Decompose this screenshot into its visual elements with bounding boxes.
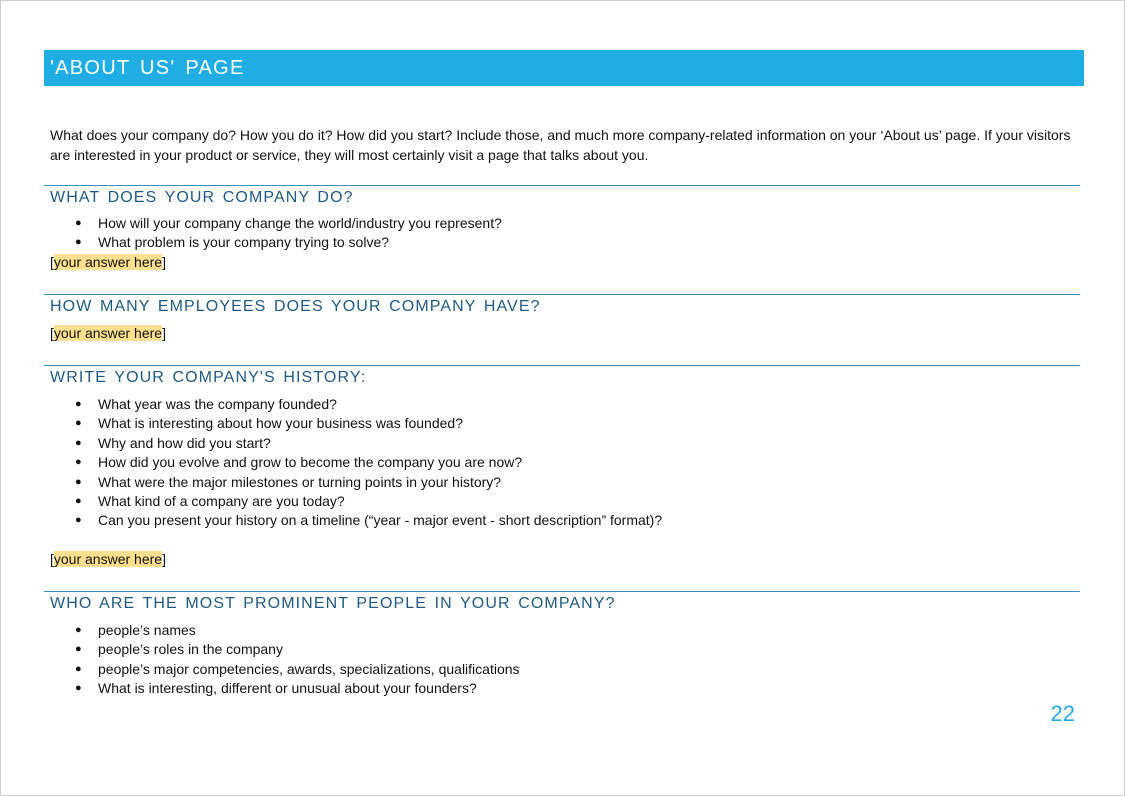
section-prominent-people xyxy=(44,591,1080,699)
section-employees xyxy=(44,294,1080,343)
intro-paragraph: What does your company do? How you do it? How did you start? Include those, and much more company-related information on your ‘About us’ page. If your visitors are interested in your product or service, they will most certainly visit a page that talks about you. xyxy=(50,127,1071,163)
list-item: ● people’s roles in the company xyxy=(44,640,1080,659)
answer-placeholder[interactable]: [your answer here] xyxy=(50,325,166,341)
list-item: ● What kind of a company are you today? xyxy=(44,492,1080,511)
bullet-list xyxy=(44,214,1080,253)
section-heading: WRITE YOUR COMPANY'S HISTORY: xyxy=(50,369,367,386)
bullet-list xyxy=(44,621,1080,699)
bullet-icon: ● xyxy=(75,495,82,508)
list-item: ● What is interesting, different or unusual about your founders? xyxy=(44,679,1080,698)
page-number: 22 xyxy=(1050,701,1075,726)
bullet-icon: ● xyxy=(75,682,82,695)
list-item: ● What is interesting about how your business was founded? xyxy=(44,414,1080,433)
list-item: ● people’s major competencies, awards, specializations, qualifications xyxy=(44,660,1080,679)
bullet-icon: ● xyxy=(75,475,82,488)
bullet-icon: ● xyxy=(75,398,82,410)
bullet-icon: ● xyxy=(75,643,82,656)
answer-placeholder[interactable]: [your answer here] xyxy=(50,550,166,567)
bullet-icon: ● xyxy=(75,456,82,469)
bullet-icon: ● xyxy=(75,624,82,636)
list-item: ● Can you present your history on a timeline (“year - major event - short description” format)? xyxy=(44,511,1080,530)
list-item: ● people’s names xyxy=(44,621,1080,640)
title-bar xyxy=(44,50,1084,86)
section-what-company-does xyxy=(44,185,1080,272)
list-item: ● Why and how did you start? xyxy=(44,434,1080,453)
bullet-icon: ● xyxy=(75,217,82,229)
bullet-list xyxy=(44,395,1080,531)
bullet-icon: ● xyxy=(75,662,82,675)
bullet-icon: ● xyxy=(75,436,82,449)
section-heading: WHAT DOES YOUR COMPANY DO? xyxy=(50,189,354,206)
list-item: ● How will your company change the world/industry you represent? xyxy=(44,214,1080,233)
answer-placeholder[interactable]: [your answer here] xyxy=(50,253,166,270)
list-item: ● How did you evolve and grow to become the company you are now? xyxy=(44,453,1080,472)
section-company-history xyxy=(44,365,1080,569)
bullet-icon: ● xyxy=(75,236,82,249)
list-item: ● What were the major milestones or turning points in your history? xyxy=(44,473,1080,492)
page-title: 'ABOUT US' PAGE xyxy=(50,56,245,79)
section-heading: HOW MANY EMPLOYEES DOES YOUR COMPANY HAVE? xyxy=(50,298,541,315)
list-item: ● What year was the company founded? xyxy=(44,395,1080,414)
bullet-icon: ● xyxy=(75,514,82,527)
list-item: ● What problem is your company trying to solve? xyxy=(44,233,1080,252)
bullet-icon: ● xyxy=(75,417,82,430)
section-heading: WHO ARE THE MOST PROMINENT PEOPLE IN YOUR COMPANY? xyxy=(50,595,616,612)
